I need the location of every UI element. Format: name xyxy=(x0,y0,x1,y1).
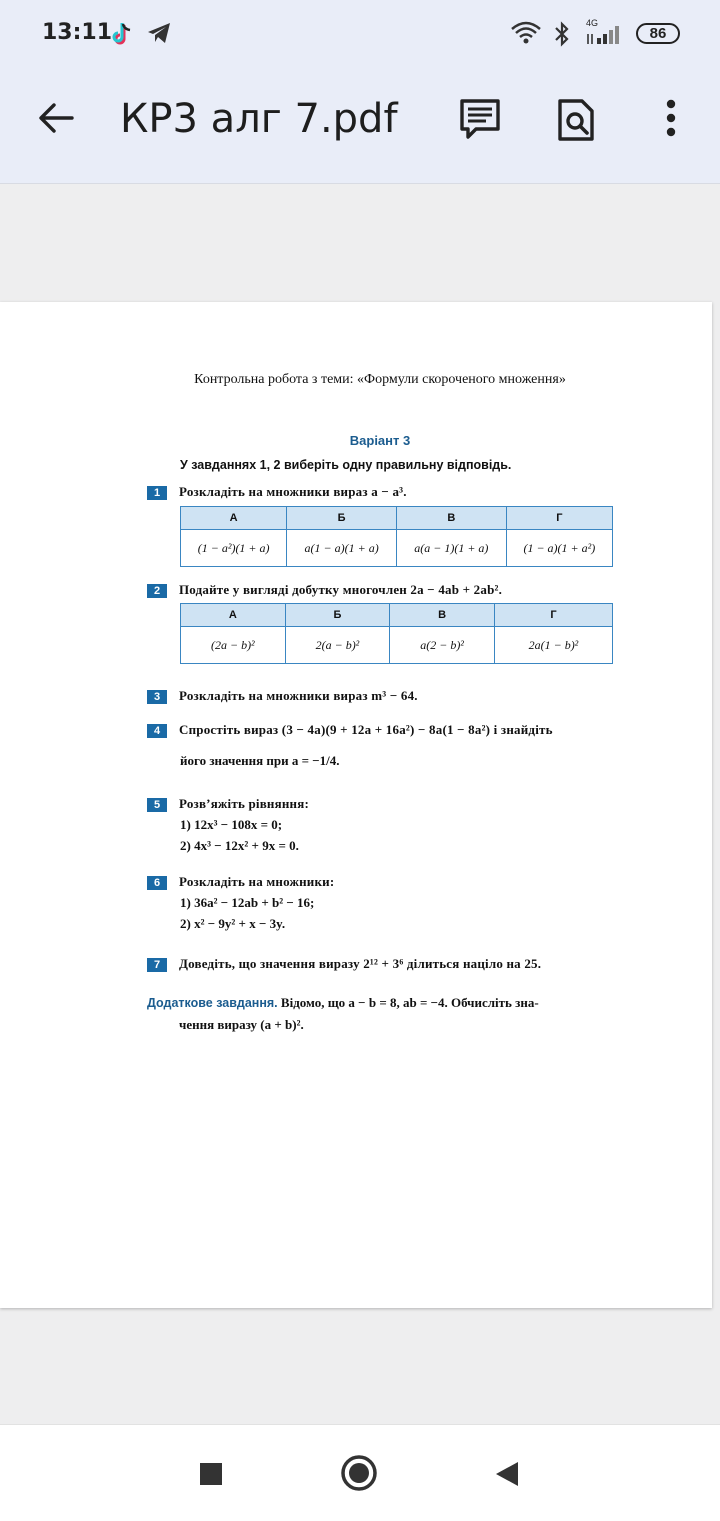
bluetooth-icon xyxy=(553,20,571,48)
task-number: 7 xyxy=(147,958,167,972)
task-5-item-2: 2) 4x³ − 12x² + 9x = 0. xyxy=(180,838,299,853)
task-number: 5 xyxy=(147,798,167,812)
task-4 xyxy=(147,722,553,738)
task-text: Доведіть, що значення виразу 2¹² + 3⁶ ділиться націло на 25. xyxy=(179,956,542,971)
answer-cell: a(1 − a)(1 + a) xyxy=(287,530,397,567)
home-circle-icon[interactable] xyxy=(340,1454,378,1492)
signal-icon xyxy=(584,20,626,48)
answer-cell: (1 − a)(1 + a²) xyxy=(506,530,612,567)
task-text: Спростіть вираз (3 − 4a)(9 + 12a + 16a²) − 8a(1 − 8a²) і знайдіть xyxy=(179,722,553,737)
table-header: Г xyxy=(506,507,612,530)
table-header: Б xyxy=(285,604,390,627)
answer-cell: 2a(1 − b)² xyxy=(494,627,612,664)
extra-task-text-2: чення виразу (a + b)². xyxy=(179,1017,304,1032)
system-nav-bar xyxy=(0,1424,720,1521)
task-number: 2 xyxy=(147,584,167,598)
instruction-text: У завданнях 1, 2 виберіть одну правильну відповідь. xyxy=(180,458,512,472)
task-6-item-2: 2) x² − 9y² + x − 3y. xyxy=(180,916,286,931)
answer-table-2 xyxy=(180,603,613,664)
task-7 xyxy=(147,956,541,972)
task-6 xyxy=(147,874,334,890)
telegram-icon xyxy=(146,20,172,46)
task-3 xyxy=(147,688,418,704)
back-arrow-icon[interactable] xyxy=(36,98,76,138)
table-header: Б xyxy=(287,507,397,530)
tiktok-icon xyxy=(110,20,136,48)
table-header: А xyxy=(181,604,286,627)
answer-cell: (2a − b)² xyxy=(181,627,286,664)
answer-table-1 xyxy=(180,506,613,567)
task-1 xyxy=(147,484,407,500)
more-vert-icon[interactable] xyxy=(664,98,678,140)
extra-task xyxy=(147,992,617,1036)
search-document-icon[interactable] xyxy=(556,98,596,142)
task-text: Розкладіть на множники: xyxy=(179,874,335,889)
task-2 xyxy=(147,582,502,598)
task-5-item-1: 1) 12x³ − 108x = 0; xyxy=(180,817,283,832)
table-header: А xyxy=(181,507,287,530)
task-text: Розкладіть на множники вираз m³ − 64. xyxy=(179,688,418,703)
answer-cell: a(2 − b)² xyxy=(390,627,495,664)
task-text: Подайте у вигляді добутку многочлен 2a − 4ab + 2ab². xyxy=(179,582,503,597)
answer-cell: a(a − 1)(1 + a) xyxy=(396,530,506,567)
variant-title: Варіант 3 xyxy=(349,433,411,448)
extra-task-label: Додаткове завдання. xyxy=(147,996,278,1010)
task-text: Розв’яжіть рівняння: xyxy=(179,796,310,811)
task-number: 1 xyxy=(147,486,167,500)
document-title: КР3 алг 7.pdf xyxy=(120,96,398,142)
recents-square-icon[interactable] xyxy=(199,1462,223,1486)
task-number: 4 xyxy=(147,724,167,738)
status-time: 13:11 xyxy=(42,20,113,45)
task-4-continuation: його значення при a = −1/4. xyxy=(180,753,340,768)
task-5 xyxy=(147,796,309,812)
back-triangle-icon[interactable] xyxy=(494,1460,520,1488)
wifi-icon xyxy=(510,20,542,46)
task-text: Розкладіть на множники вираз a − a³. xyxy=(179,484,407,499)
task-6-item-1: 1) 36a² − 12ab + b² − 16; xyxy=(180,895,315,910)
network-type: 4G xyxy=(586,18,599,28)
document-heading: Контрольна робота з теми: «Формули скороченого множення» xyxy=(194,372,566,387)
table-header: В xyxy=(390,604,495,627)
app-header xyxy=(0,0,720,184)
task-number: 3 xyxy=(147,690,167,704)
table-header: Г xyxy=(494,604,612,627)
task-number: 6 xyxy=(147,876,167,890)
table-header: В xyxy=(396,507,506,530)
answer-cell: 2(a − b)² xyxy=(285,627,390,664)
extra-task-text: Відомо, що a − b = 8, ab = −4. Обчисліть зна- xyxy=(280,995,539,1010)
pdf-page[interactable] xyxy=(0,302,712,1308)
answer-cell: (1 − a²)(1 + a) xyxy=(181,530,287,567)
comment-icon[interactable] xyxy=(458,98,502,140)
battery-icon: 86 xyxy=(636,23,680,44)
